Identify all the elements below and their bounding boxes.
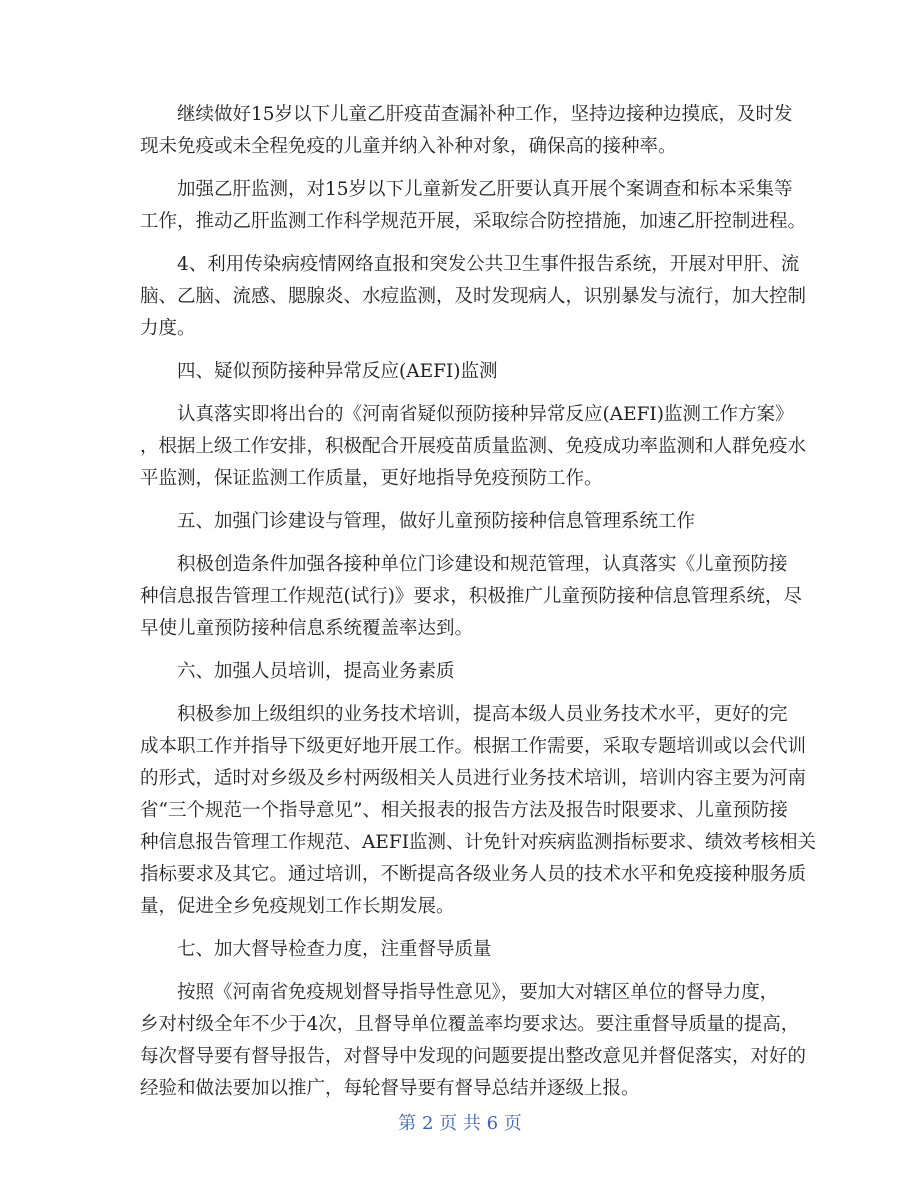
- document-body: [140, 99, 817, 1105]
- paragraph-line: 早使儿童预防接种信息系统覆盖率达到。: [140, 618, 474, 639]
- paragraph-line: 量，促进全乡免疫规划工作长期发展。: [140, 896, 455, 917]
- paragraph-line: 积极创造条件加强各接种单位门诊建设和规范管理，认真落实《儿童预防接: [177, 554, 788, 575]
- page-number-footer: 第 2 页 共 6 页: [398, 1113, 522, 1134]
- paragraph-line: 4、利用传染病疫情网络直报和突发公共卫生事件报告系统，开展对甲肝、流: [177, 254, 800, 275]
- paragraph-line: 种信息报告管理工作规范、AEFI监测、计免针对疾病监测指标要求、绩效考核相关: [140, 832, 817, 853]
- paragraph-line: 工作，推动乙肝监测工作科学规范开展，采取综合防控措施，加速乙肝控制进程。: [140, 211, 807, 232]
- paragraph-line: 省“三个规范一个指导意见”、相关报表的报告方法及报告时限要求、儿童预防接: [140, 800, 788, 821]
- paragraph-line: 种信息报告管理工作规范(试行)》要求，积极推广儿童预防接种信息管理系统，尽: [140, 586, 802, 607]
- section-heading: 七、加大督导检查力度，注重督导质量: [177, 939, 492, 960]
- paragraph-line: 现未免疫或未全程免疫的儿童并纳入补种对象，确保高的接种率。: [140, 136, 677, 157]
- paragraph-line: 脑、乙脑、流感、腮腺炎、水痘监测，及时发现病人，识别暴发与流行，加大控制: [140, 286, 807, 307]
- paragraph-line: 按照《河南省免疫规划督导指导性意见》，要加大对辖区单位的督导力度，: [177, 982, 779, 1003]
- paragraph-line: 的形式，适时对乡级及乡村两级相关人员进行业务技术培训，培训内容主要为河南: [140, 768, 807, 789]
- section-heading: 四、疑似预防接种异常反应(AEFI)监测: [177, 361, 498, 382]
- paragraph-line: 力度。: [140, 318, 196, 339]
- section-heading: 五、加强门诊建设与管理，做好儿童预防接种信息管理系统工作: [177, 511, 696, 532]
- paragraph-line: ，根据上级工作安排，积极配合开展疫苗质量监测、免疫成功率监测和人群免疫水: [140, 436, 807, 457]
- paragraph-line: 乡对村级全年不少于4次，且督导单位覆盖率均要求达。要注重督导质量的提高，: [140, 1014, 800, 1035]
- paragraph-line: 认真落实即将出台的《河南省疑似预防接种异常反应(AEFI)监测工作方案》: [177, 404, 794, 425]
- paragraph-line: 平监测，保证监测工作质量，更好地指导免疫预防工作。: [140, 468, 603, 489]
- paragraph-line: 继续做好15岁以下儿童乙肝疫苗查漏补种工作，坚持边接种边摸底，及时发: [177, 104, 793, 125]
- paragraph-line: 指标要求及其它。通过培训，不断提高各级业务人员的技术水平和免疫接种服务质: [140, 864, 807, 885]
- paragraph-line: 经验和做法要加以推广，每轮督导要有督导总结并逐级上报。: [140, 1078, 640, 1099]
- paragraph-line: 加强乙肝监测，对15岁以下儿童新发乙肝要认真开展个案调查和标本采集等: [177, 179, 793, 200]
- section-heading: 六、加强人员培训，提高业务素质: [177, 661, 455, 682]
- paragraph-line: 每次督导要有督导报告，对督导中发现的问题要提出整改意见并督促落实，对好的: [140, 1046, 807, 1067]
- paragraph-line: 积极参加上级组织的业务技术培训，提高本级人员业务技术水平，更好的完: [177, 704, 788, 725]
- paragraph-line: 成本职工作并指导下级更好地开展工作。根据工作需要，采取专题培训或以会代训: [140, 736, 807, 757]
